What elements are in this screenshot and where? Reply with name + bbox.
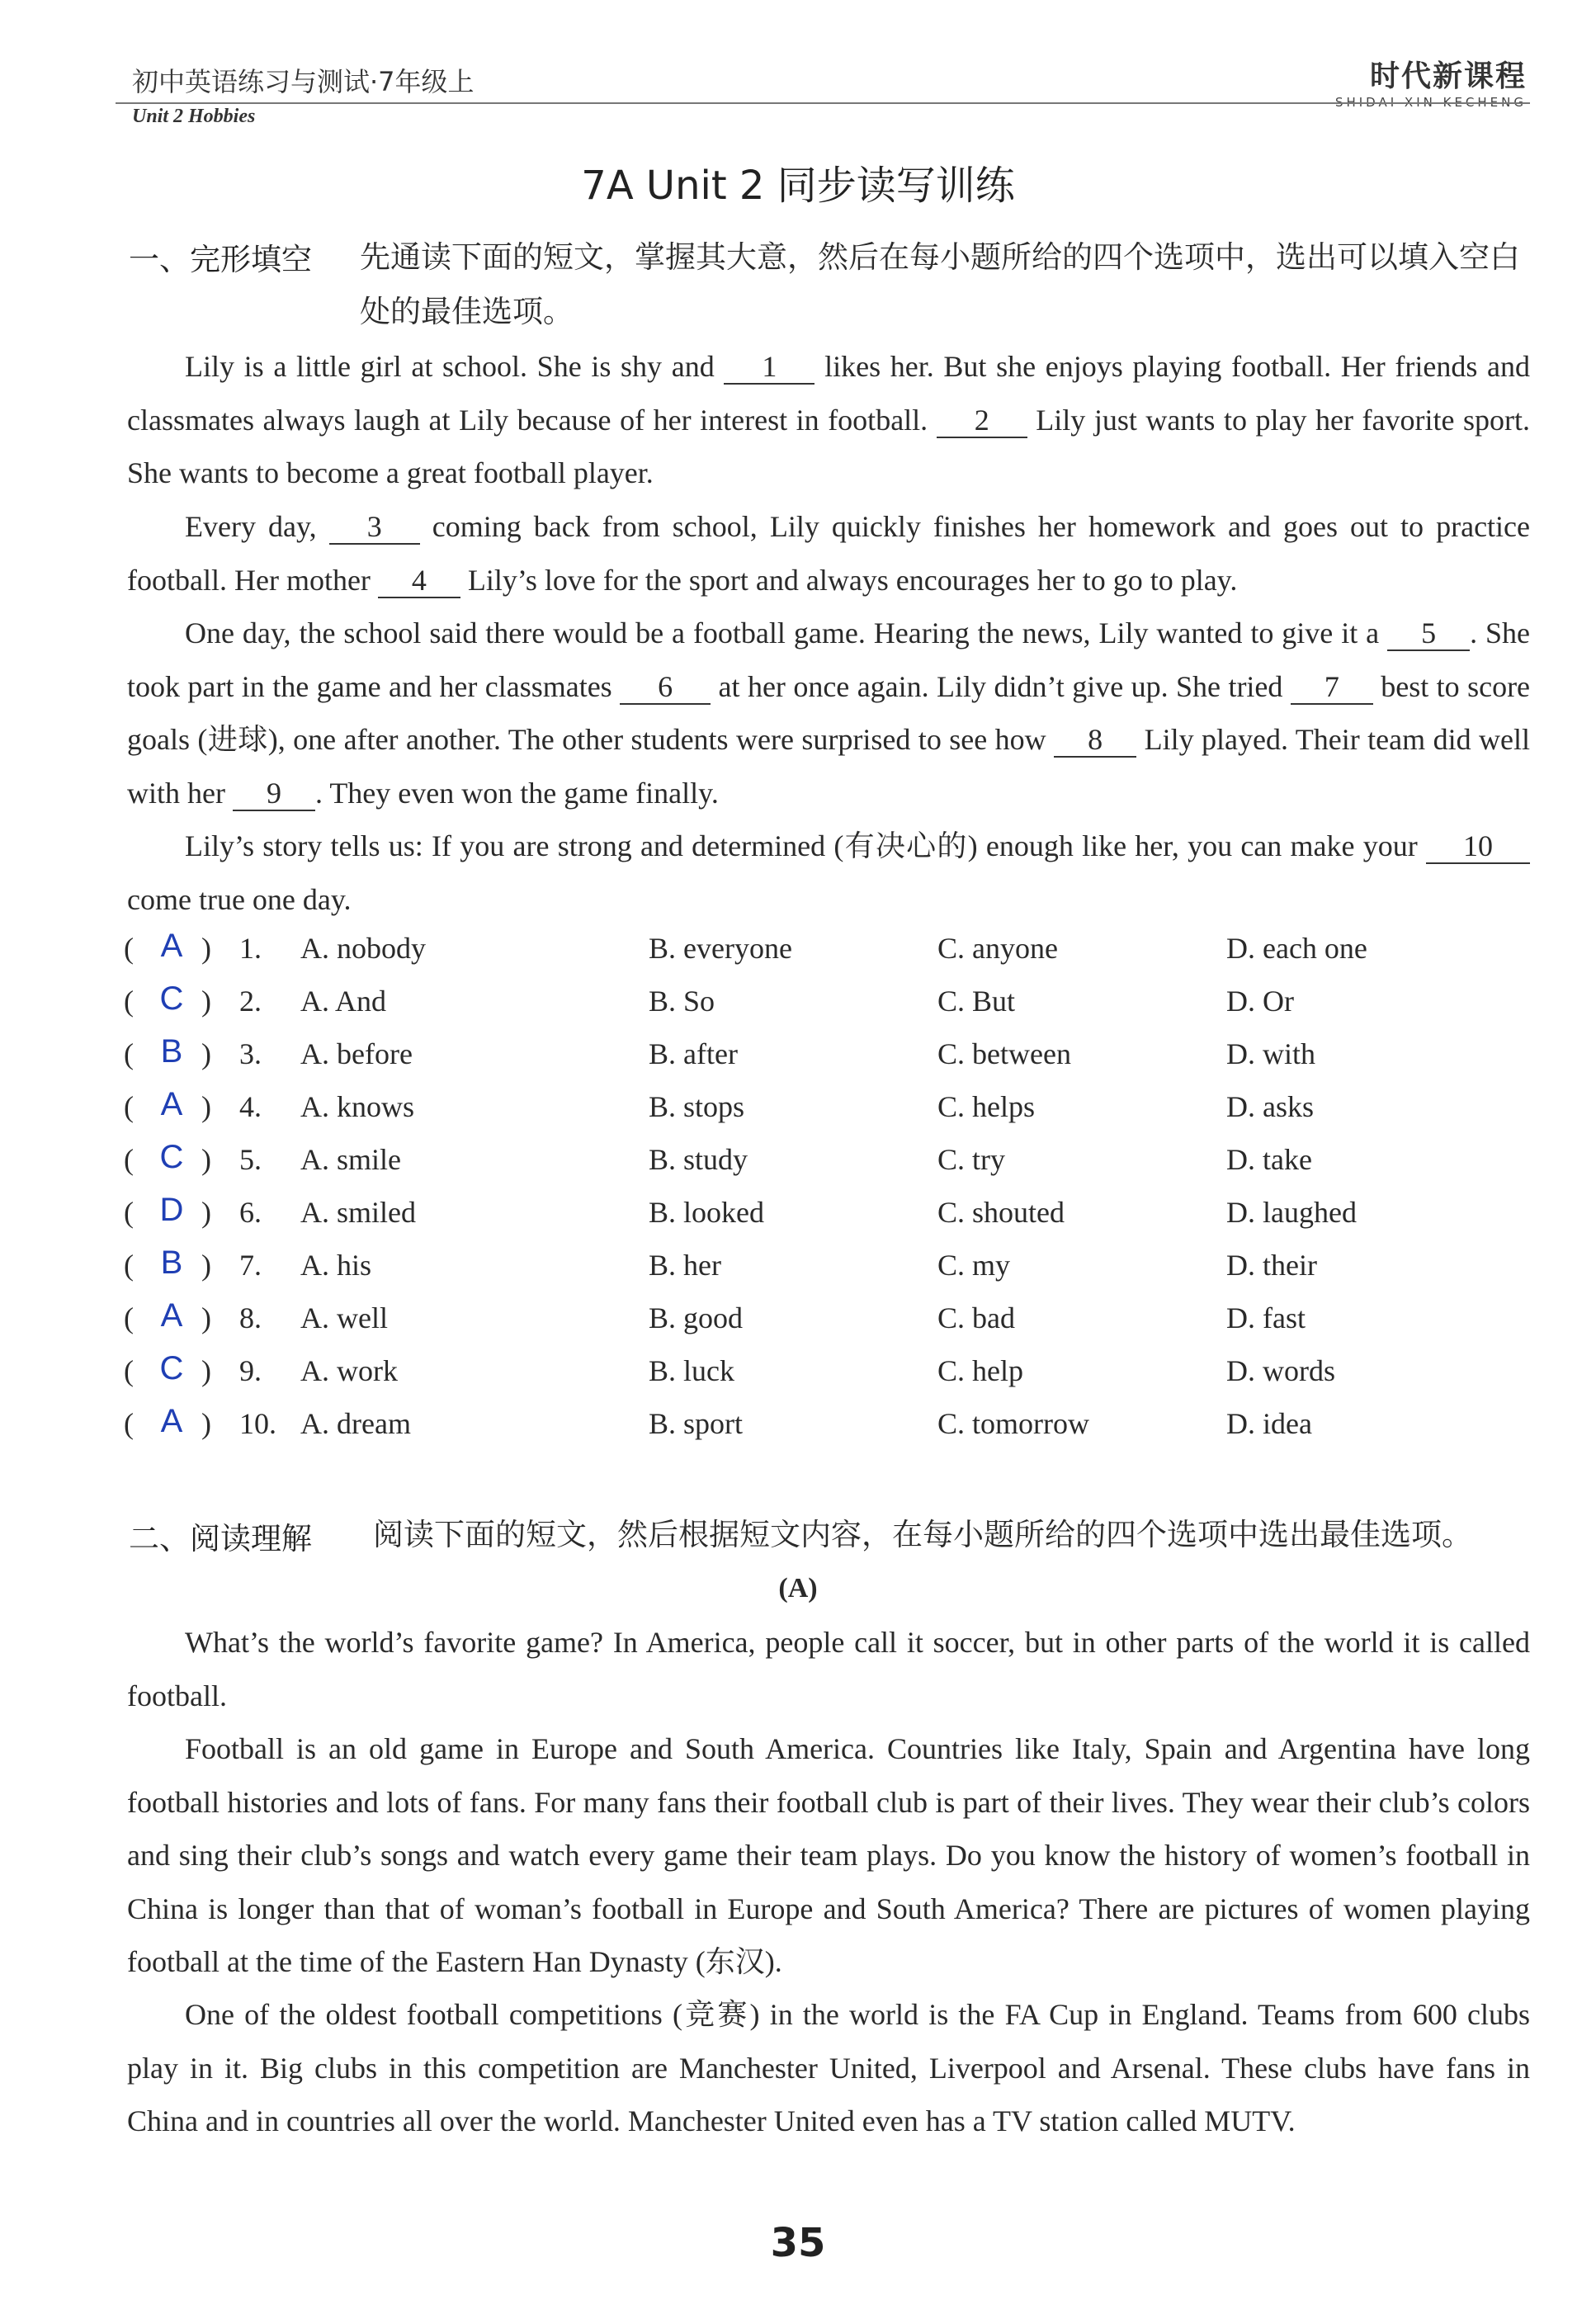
question-row: ( A ) 10. A. dream B. sport C. tomorrow D. idea [124,1403,1312,1440]
blank-8: 8 [1054,723,1136,758]
question-row: ( A ) 1. A. nobody B. everyone C. anyone D. each one [124,928,1367,965]
section2-instruction: 阅读下面的短文，然后根据短文内容，在每小题所给的四个选项中选出最佳选项。 [373,1518,1472,1552]
blank-1: 1 [724,350,815,385]
question-number: 2. [239,985,262,1018]
brand-logo [1335,53,1527,110]
question-number: 6. [239,1196,262,1229]
question-number: 10. [239,1407,276,1440]
answer-mark: A [160,928,183,964]
question-number: 9. [239,1354,262,1387]
option-c: C. But [937,985,1016,1018]
passage-a-label: (A) [778,1573,818,1603]
option-b: B. study [649,1143,748,1176]
option-a: A. And [300,985,387,1018]
option-c: C. between [937,1037,1071,1070]
option-c: C. try [937,1143,1006,1176]
option-d: D. with [1226,1037,1315,1070]
option-d: D. laughed [1226,1196,1357,1229]
brand-pinyin: SHIDAI XIN KECHENG [1334,95,1527,110]
answer-mark: B [160,1033,183,1070]
answer-mark: A [160,1086,183,1122]
option-a: A. smile [300,1143,401,1176]
blank-2: 2 [937,404,1027,438]
cloze-paragraph-1: Lily is a little girl at school. She is shy and 1 likes her. But she enjoys playing football. Her friends and classmates always laugh at Lily because of her interest in football. 2 Lily just wants to play her favorite sport. She wants to become a great football player. [127,350,1531,489]
question-row: ( C ) 5. A. smile B. study C. try D. take [124,1139,1312,1176]
brand-name: 时代新课程 [1369,59,1527,93]
answer-mark: C [159,1139,184,1175]
option-d: D. each one [1226,932,1367,965]
unit-label: Unit 2 Hobbies [132,106,256,127]
option-c: C. shouted [937,1196,1065,1229]
option-d: D. words [1226,1354,1335,1387]
option-c: C. tomorrow [937,1407,1089,1440]
option-d: D. asks [1226,1090,1314,1123]
answer-mark: D [159,1192,184,1228]
option-a: A. before [300,1037,413,1070]
header-left [132,61,475,128]
option-a: A. dream [300,1407,411,1440]
question-row: ( C ) 2. A. And B. So C. But D. Or [124,980,1294,1018]
option-a: A. knows [300,1090,415,1123]
option-b: B. after [649,1037,738,1070]
question-row: ( B ) 7. A. his B. her C. my D. their [124,1245,1317,1282]
option-a: A. nobody [300,932,426,965]
option-d: D. take [1226,1143,1312,1176]
section2-label: 二、阅读理解 [129,1521,312,1556]
question-row: ( D ) 6. A. smiled B. looked C. shouted D. laughed [124,1192,1357,1229]
option-b: B. her [649,1249,721,1282]
answer-mark: C [159,1350,184,1386]
option-c: C. anyone [937,932,1058,965]
question-row: ( B ) 3. A. before B. after C. between D. with [124,1033,1315,1070]
blank-6: 6 [620,670,711,705]
option-a: A. smiled [300,1196,416,1229]
question-number: 5. [239,1143,262,1176]
question-number: 7. [239,1249,262,1282]
option-a: A. work [300,1354,398,1387]
option-b: B. stops [649,1090,745,1123]
page-number: 35 [770,2220,826,2266]
answer-mark: A [160,1297,183,1334]
blank-5: 5 [1387,616,1470,651]
book-title: 初中英语练习与测试·7年级上 [132,66,475,97]
question-number: 4. [239,1090,262,1123]
cloze-paragraph-2: Every day, 3 coming back from school, Lily quickly finishes her homework and goes out to practice football. Her mother 4 Lily’s love for the sport and always encourages her to go to play. [127,510,1531,597]
cloze-paragraph-3: One day, the school said there would be a football game. Hearing the news, Lily wanted to give it a 5 . She took part in the game and her classmates 6 at her once again. Lily didn’t give up. She tried 7 best to score goals (进球), one after another. The other students were surprised to see how 8 Lily played. Their team did well with her 9 . They even won the game finally. [127,616,1531,810]
reading-paragraph-2: Football is an old game in Europe and South America. Countries like Italy, Spain and Argentina have long football histories and lots of fans. For many fans their football club is part of their lives. They wear their club’s colors and sing their club’s songs and watch every game their team plays. Do you know the history of women’s football in China is longer than that of woman’s football in Europe and South America? There are pictures of women playing football at the time of the Eastern Han Dynasty (东汉). [127,1732,1530,1978]
section1-label: 一、完形填空 [129,242,312,277]
option-d: D. their [1226,1249,1317,1282]
question-row: ( C ) 9. A. work B. luck C. help D. words [124,1350,1335,1387]
option-b: B. everyone [649,932,792,965]
option-c: C. help [937,1354,1023,1387]
answer-mark: A [160,1403,183,1439]
question-number: 8. [239,1301,262,1334]
reading-paragraph-3: One of the oldest football competitions (竞赛) in the world is the FA Cup in England. Teams from 600 clubs play in it. Big clubs in this competition are Manchester United, Liverpool and Arsenal. These clubs have fans in China and in countries all over the world. Manchester United even has a TV station called MUTV. [127,1998,1530,2137]
cloze-paragraph-4: Lily’s story tells us: If you are strong and determined (有决心的) enough like her, you can make your 10 come true one day. [127,819,1530,926]
question-row: ( A ) 4. A. knows B. stops C. helps D. asks [124,1086,1314,1123]
answer-mark: C [159,980,184,1017]
option-b: B. good [649,1301,744,1334]
page-title: 7A Unit 2 同步读写训练 [581,163,1015,209]
option-c: C. my [937,1249,1011,1282]
option-d: D. Or [1226,985,1294,1018]
answer-mark: B [160,1245,183,1281]
option-d: D. fast [1226,1301,1306,1334]
section1-instruction: 先通读下面的短文，掌握其大意，然后在每小题所给的四个选项中，选出可以填入空白处的最佳选项。 [360,241,1520,329]
option-a: A. well [300,1301,388,1334]
option-d: D. idea [1226,1407,1312,1440]
question-number: 1. [239,932,262,965]
blank-10: 10 [1426,829,1530,864]
question-row: ( A ) 8. A. well B. good C. bad D. fast [124,1297,1306,1334]
blank-7: 7 [1291,670,1373,705]
blank-4: 4 [378,564,460,598]
option-b: B. So [649,985,715,1018]
option-c: C. bad [937,1301,1015,1334]
reading-paragraph-1: What’s the world’s favorite game? In America, people call it soccer, but in other parts of the world it is called football. [127,1626,1530,1712]
option-b: B. luck [649,1354,734,1387]
answer-options [124,924,1444,1452]
option-b: B. looked [649,1196,764,1229]
blank-3: 3 [329,510,420,545]
option-b: B. sport [649,1407,744,1440]
option-c: C. helps [937,1090,1036,1123]
blank-9: 9 [233,777,315,811]
question-number: 3. [239,1037,262,1070]
option-a: A. his [300,1249,372,1282]
header-divider [116,102,1530,104]
